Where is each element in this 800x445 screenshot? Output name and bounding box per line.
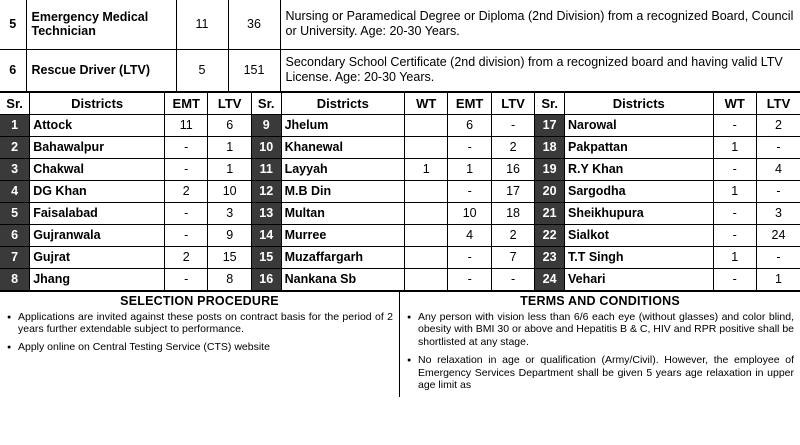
district-ltv: 1 [208, 136, 251, 158]
terms-conditions-list [400, 311, 800, 393]
district-name: Chakwal [30, 158, 165, 180]
bottom-sections [0, 291, 800, 398]
post-emt-count: 11 [176, 0, 228, 49]
district-ltv: 24 [756, 224, 800, 246]
district-wt [405, 180, 448, 202]
post-sr: 6 [0, 49, 26, 91]
header-emt-1: EMT [165, 92, 208, 114]
district-name: Bahawalpur [30, 136, 165, 158]
table-row [0, 49, 800, 91]
district-name: Faisalabad [30, 202, 165, 224]
district-name: DG Khan [30, 180, 165, 202]
post-title: Rescue Driver (LTV) [26, 49, 176, 91]
header-sr-3: Sr. [535, 92, 565, 114]
district-ltv: 9 [208, 224, 251, 246]
list-item: ● No relaxation in age or qualification (Army/Civil). However, the employee of Emergency Services Department shall be given 5 years age relaxation in upper age limit as [418, 354, 794, 392]
row-sr: 12 [251, 180, 281, 202]
district-name: M.B Din [281, 180, 404, 202]
row-sr: 14 [251, 224, 281, 246]
header-emt-2: EMT [448, 92, 491, 114]
districts-table [0, 92, 800, 291]
row-sr: 1 [0, 114, 30, 136]
district-name: Gujrat [30, 246, 165, 268]
district-emt: - [165, 224, 208, 246]
row-sr: 8 [0, 268, 30, 290]
district-ltv: 15 [208, 246, 251, 268]
district-ltv: - [756, 180, 800, 202]
district-wt [405, 114, 448, 136]
district-wt: - [713, 114, 756, 136]
row-sr: 17 [535, 114, 565, 136]
row-sr: 23 [535, 246, 565, 268]
row-sr: 22 [535, 224, 565, 246]
table-row [0, 180, 800, 202]
row-sr: 21 [535, 202, 565, 224]
district-ltv: 4 [756, 158, 800, 180]
district-ltv: 8 [208, 268, 251, 290]
district-name: Jhelum [281, 114, 404, 136]
row-sr: 19 [535, 158, 565, 180]
district-ltv: - [491, 268, 534, 290]
district-wt: 1 [713, 246, 756, 268]
table-row [0, 158, 800, 180]
table-row [0, 268, 800, 290]
district-ltv: 3 [208, 202, 251, 224]
district-name: T.T Singh [564, 246, 713, 268]
header-districts-3: Districts [564, 92, 713, 114]
district-ltv: 2 [756, 114, 800, 136]
district-wt [405, 268, 448, 290]
district-wt: 1 [405, 158, 448, 180]
districts-header-row [0, 92, 800, 114]
district-ltv: 18 [491, 202, 534, 224]
district-emt: 2 [165, 180, 208, 202]
header-wt-2: WT [405, 92, 448, 114]
post-sr: 5 [0, 0, 26, 49]
row-sr: 20 [535, 180, 565, 202]
district-ltv: 1 [208, 158, 251, 180]
district-wt: 1 [713, 136, 756, 158]
district-name: Gujranwala [30, 224, 165, 246]
terms-conditions-section [400, 292, 800, 398]
district-name: Jhang [30, 268, 165, 290]
district-emt: - [448, 246, 491, 268]
header-sr-2: Sr. [251, 92, 281, 114]
post-emt-count: 5 [176, 49, 228, 91]
district-emt: - [448, 180, 491, 202]
district-name: Vehari [564, 268, 713, 290]
header-districts-1: Districts [30, 92, 165, 114]
district-emt: - [165, 136, 208, 158]
district-name: Pakpattan [564, 136, 713, 158]
row-sr: 5 [0, 202, 30, 224]
districts-section [0, 92, 800, 291]
row-sr: 16 [251, 268, 281, 290]
header-ltv-2: LTV [491, 92, 534, 114]
row-sr: 10 [251, 136, 281, 158]
row-sr: 11 [251, 158, 281, 180]
post-description: Nursing or Paramedical Degree or Diploma (2nd Division) from a recognized Board, Council or University. Age: 20-30 Years. [280, 0, 800, 49]
header-ltv-3: LTV [756, 92, 800, 114]
district-emt: - [448, 136, 491, 158]
row-sr: 24 [535, 268, 565, 290]
district-name: Khanewal [281, 136, 404, 158]
district-emt: - [165, 268, 208, 290]
selection-procedure-section [0, 292, 400, 398]
district-emt: 6 [448, 114, 491, 136]
list-item: ● Applications are invited against these posts on contract basis for the period of 2 years further extendable subject to performance. [18, 311, 393, 337]
district-ltv: 6 [208, 114, 251, 136]
district-name: Muzaffargarh [281, 246, 404, 268]
header-ltv-1: LTV [208, 92, 251, 114]
district-name: R.Y Khan [564, 158, 713, 180]
post-ltv-count: 36 [228, 0, 280, 49]
district-emt: 1 [448, 158, 491, 180]
district-emt: - [165, 202, 208, 224]
district-name: Narowal [564, 114, 713, 136]
district-name: Multan [281, 202, 404, 224]
district-name: Attock [30, 114, 165, 136]
district-ltv: 1 [756, 268, 800, 290]
district-emt: 2 [165, 246, 208, 268]
district-ltv: - [491, 114, 534, 136]
district-wt: - [713, 202, 756, 224]
table-row [0, 114, 800, 136]
row-sr: 18 [535, 136, 565, 158]
row-sr: 13 [251, 202, 281, 224]
table-row [0, 246, 800, 268]
row-sr: 6 [0, 224, 30, 246]
district-ltv: - [756, 246, 800, 268]
table-row [0, 224, 800, 246]
district-wt [405, 202, 448, 224]
district-emt: 4 [448, 224, 491, 246]
district-wt [405, 224, 448, 246]
row-sr: 9 [251, 114, 281, 136]
district-emt: 11 [165, 114, 208, 136]
selection-procedure-list [0, 311, 399, 354]
selection-procedure-title: SELECTION PROCEDURE [120, 293, 279, 308]
district-emt: - [448, 268, 491, 290]
district-emt: 10 [448, 202, 491, 224]
district-name: Sheikhupura [564, 202, 713, 224]
district-wt: - [713, 158, 756, 180]
row-sr: 4 [0, 180, 30, 202]
list-item: ● Apply online on Central Testing Service (CTS) website [18, 341, 393, 354]
post-title: Emergency Medical Technician [26, 0, 176, 49]
district-name: Nankana Sb [281, 268, 404, 290]
row-sr: 7 [0, 246, 30, 268]
posts-table [0, 0, 800, 92]
district-ltv: 2 [491, 136, 534, 158]
district-ltv: - [756, 136, 800, 158]
district-wt: 1 [713, 180, 756, 202]
row-sr: 15 [251, 246, 281, 268]
table-row [0, 136, 800, 158]
district-name: Sialkot [564, 224, 713, 246]
district-wt: - [713, 268, 756, 290]
terms-conditions-title: TERMS AND CONDITIONS [520, 293, 680, 308]
post-ltv-count: 151 [228, 49, 280, 91]
header-sr-1: Sr. [0, 92, 30, 114]
district-ltv: 3 [756, 202, 800, 224]
district-ltv: 2 [491, 224, 534, 246]
list-item: ● Any person with vision less than 6/6 each eye (without glasses) and color blind, obesity with BMI 30 or above and Hepatitis B & C, HIV and RPR positive shall be shortlisted at any stage. [418, 311, 794, 349]
post-description: Secondary School Certificate (2nd division) from a recognized board and having valid LTV License. Age: 20-30 Years. [280, 49, 800, 91]
table-row [0, 0, 800, 49]
district-wt: - [713, 224, 756, 246]
header-wt-3: WT [713, 92, 756, 114]
district-ltv: 7 [491, 246, 534, 268]
district-name: Layyah [281, 158, 404, 180]
district-wt [405, 246, 448, 268]
district-ltv: 17 [491, 180, 534, 202]
row-sr: 2 [0, 136, 30, 158]
district-emt: - [165, 158, 208, 180]
district-ltv: 10 [208, 180, 251, 202]
district-name: Murree [281, 224, 404, 246]
district-name: Sargodha [564, 180, 713, 202]
district-wt [405, 136, 448, 158]
district-ltv: 16 [491, 158, 534, 180]
header-districts-2: Districts [281, 92, 404, 114]
row-sr: 3 [0, 158, 30, 180]
table-row [0, 202, 800, 224]
